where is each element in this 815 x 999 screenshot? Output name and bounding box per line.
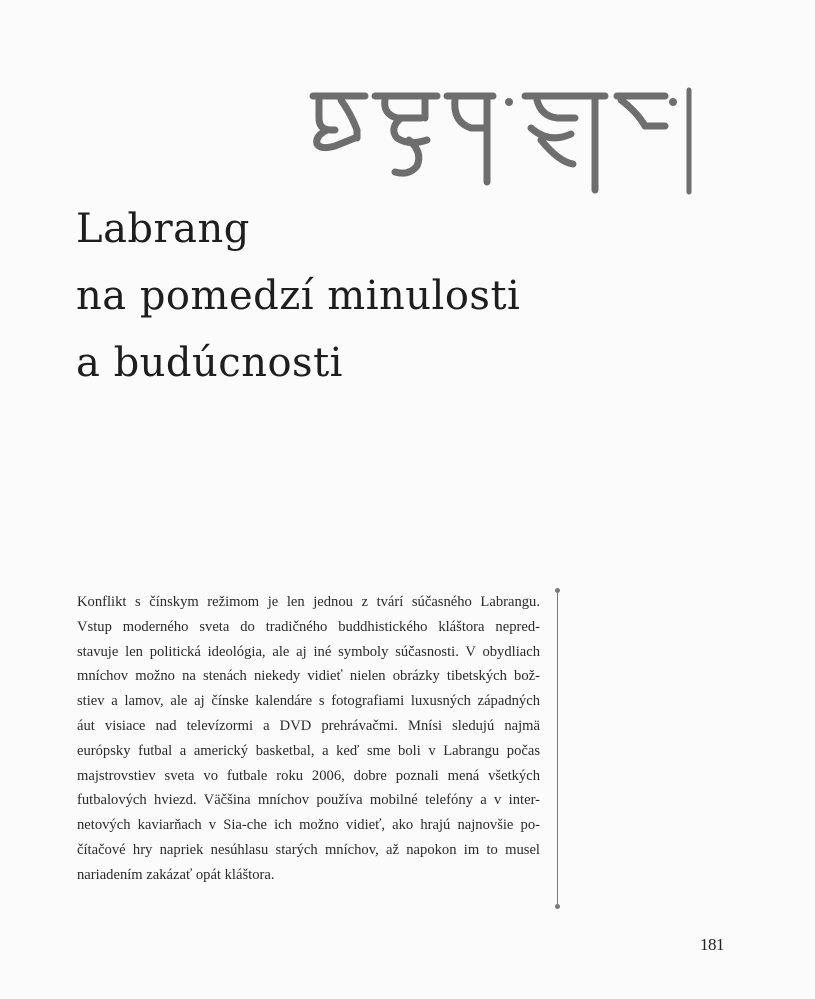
text-line: čítačové hry napriek nesúhlasu starých mníchov, až napokon im to musel (77, 841, 540, 858)
text-line: netových kaviarňach v Sia-che ich možno vidieť, ako hrajú najnovšie po- (77, 817, 540, 834)
text-line: nariadením zakázať opát kláštora. (77, 866, 275, 883)
text-line: mníchov možno na stenách niekedy vidieť nielen obrázky tibetských bož- (77, 668, 540, 685)
text-line: Vstup moderného sveta do tradičného buddhistického kláštora nepred- (77, 618, 540, 635)
text-line: áut visiace nad televízormi a DVD prehrávačmi. Mnísi sledujú najmä (77, 717, 540, 734)
title-line: a budúcnosti (76, 340, 343, 386)
title-line: na pomedzí minulosti (76, 273, 521, 319)
page-number: 181 (700, 935, 724, 954)
text-line: európsky futbal a americký basketbal, a keď sme boli v Labrangu počas (77, 742, 540, 759)
text-line: futbalových hviezd. Väčšina mníchov používa mobilné telefóny a v inter- (77, 792, 540, 809)
tibetan-script-calligraphy-icon (305, 78, 700, 198)
title-line: Labrang (76, 206, 250, 252)
chapter-title (76, 196, 520, 397)
body-paragraph (77, 590, 540, 888)
text-line: Konflikt s čínskym režimom je len jednou z tvárí súčasného Labrangu. (77, 594, 540, 610)
text-line: stiev a lamov, ale aj čínske kalendáre s fotografiami luxusných západných (77, 693, 540, 710)
margin-rule (557, 591, 558, 906)
text-line: stavuje len politická ideológia, ale aj iné symboly súčasnosti. V obydliach (77, 643, 540, 660)
text-line: majstrovstiev sveta vo futbale roku 2006, dobre poznali mená všetkých (77, 767, 540, 784)
